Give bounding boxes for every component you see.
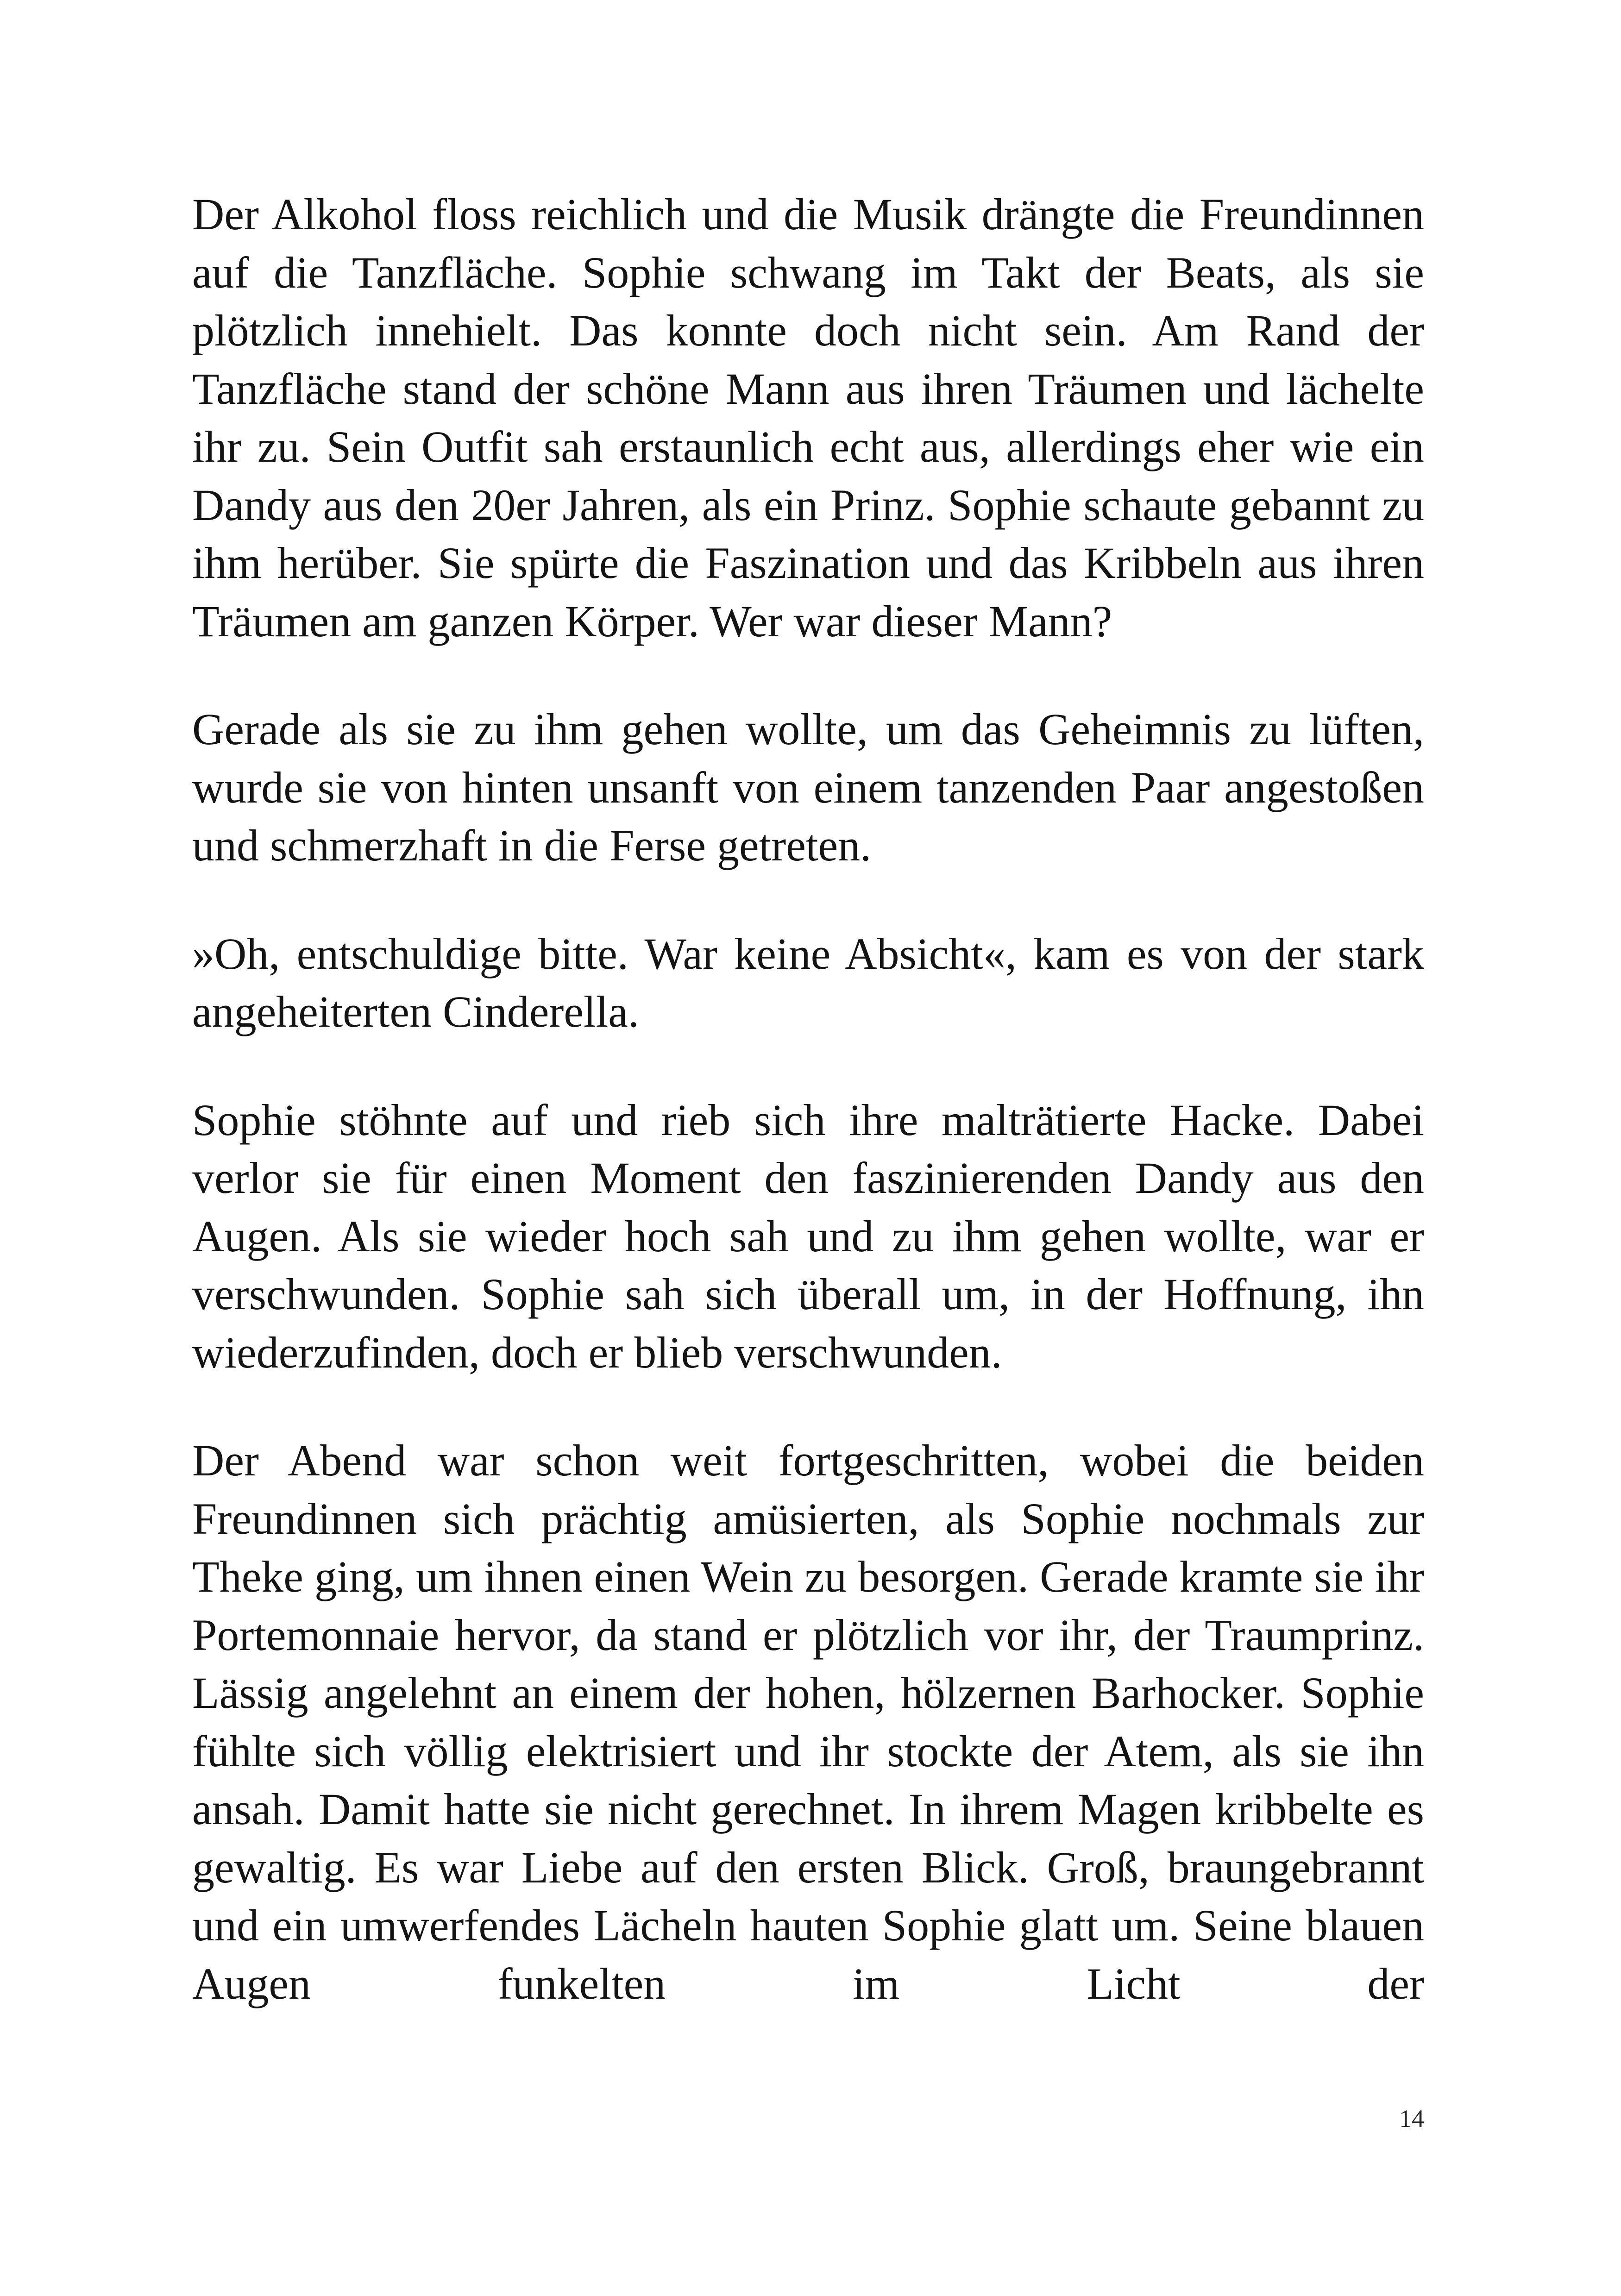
paragraph-3: »Oh, entschuldige bitte. War keine Absicht«, kam es von der stark angeheiterten Cinderella. [192,928,1424,1036]
page-number: 14 [1399,2105,1424,2133]
paragraph-1: Der Alkohol floss reichlich und die Musik drängte die Freundinnen auf die Tanzfläche. Sophie schwang im Takt der Beats, als sie plötzlich innehielt. Das konnte doch nicht sein. Am Rand der Tanzfläche stand der schöne Mann aus ihren Träumen und lächelte ihr zu. Sein Outfit sah erstaunlich echt aus, allerdings eher wie ein Dandy aus den 20er Jahren, als ein Prinz. Sophie schaute gebannt zu ihm herüber. Sie spürte die Faszination und das Kribbeln aus ihren Träumen am ganzen Körper. Wer war dieser Mann? [192,189,1424,646]
paragraph-5: Der Abend war schon weit fortgeschritten, wobei die beiden Freundinnen sich prächtig amüsierten, als Sophie nochmals zur Theke ging, um ihnen einen Wein zu besorgen. Gerade kramte sie ihr Portemonnaie hervor, da stand er plötzlich vor ihr, der Traumprinz. Lässig angelehnt an einem der hohen, hölzernen Barhocker. Sophie fühlte sich völlig elektrisiert und ihr stockte der Atem, als sie ihn ansah. Damit hatte sie nicht gerechnet. In ihrem Magen kribbelte es gewaltig. Es war Liebe auf den ersten Blick. Groß, braungebrannt und ein umwerfendes Lächeln hauten Sophie glatt um. Seine blauen Augen funkelten im Licht der [192,1436,1424,2008]
body-text [192,185,1424,2013]
paragraph-2: Gerade als sie zu ihm gehen wollte, um das Geheimnis zu lüften, wurde sie von hinten unsanft von einem tanzenden Paar angestoßen und schmerzhaft in die Ferse getreten. [192,704,1424,870]
paragraph-4: Sophie stöhnte auf und rieb sich ihre malträtierte Hacke. Dabei verlor sie für einen Moment den faszinierenden Dandy aus den Augen. Als sie wieder hoch sah und zu ihm gehen wollte, war er verschwunden. Sophie sah sich überall um, in der Hoffnung, ihn wiederzufinden, doch er blieb verschwunden. [192,1095,1424,1377]
